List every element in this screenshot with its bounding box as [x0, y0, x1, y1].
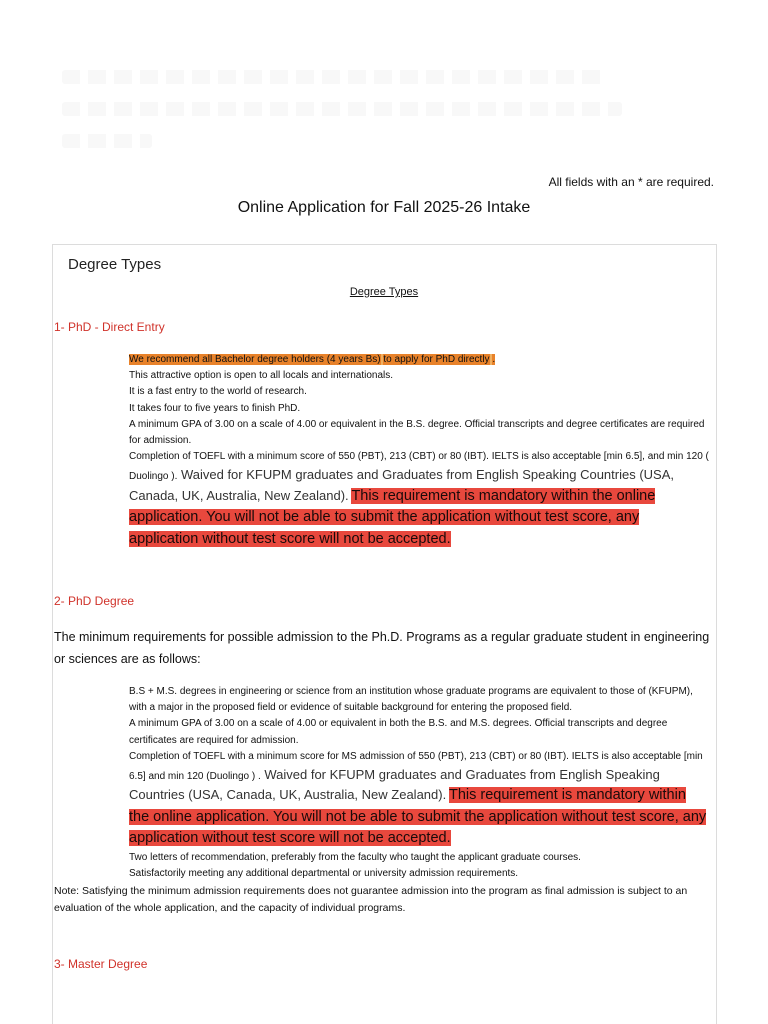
- english-requirement: [129, 749, 709, 850]
- phd-direct-requirements: [129, 352, 709, 550]
- recommend-text: We recommend all: [129, 354, 213, 365]
- waiver-text: Waived for KFUPM graduates and Graduates from English Speaking Countries (USA, Canada, UK, Australia, New Zealand).: [129, 767, 660, 803]
- requirement-line: It is a fast entry to the world of research.: [129, 386, 307, 398]
- apply-text: to apply for PhD directly: [383, 354, 490, 365]
- requirement-line: This attractive option is open to all locals and internationals.: [129, 370, 394, 382]
- additional-requirements: Satisfactorily meeting any additional departmental or university admission requirements.: [129, 867, 519, 879]
- mandatory-warning: This requirement is mandatory within the online application. You will not be able to submit the application without test score, any application without test score will not be accepted.: [129, 487, 656, 547]
- requirement-line: It takes four to five years to finish PhD.: [129, 402, 301, 414]
- required-fields-note: All fields with an * are required.: [548, 175, 714, 189]
- page-title: Online Application for Fall 2025-26 Intake: [237, 199, 531, 216]
- section-heading-master: 3- Master Degree: [54, 957, 148, 971]
- mandatory-warning: This requirement is mandatory within the online application. You will not be able to submit the application without test score, any application without test score will not be accepted.: [129, 787, 707, 847]
- blurred-line: [62, 70, 602, 84]
- bachelor-text: Bachelor degree holders (4 years Bs): [214, 354, 381, 365]
- phd-intro: The minimum requirements for possible admission to the Ph.D. Programs as a regular graduate student in engineering or sciences are as follows:: [54, 630, 710, 666]
- gpa-requirement: A minimum GPA of 3.00 on a scale of 4.00 or equivalent in both the B.S. and M.S. degrees. Official transcripts and degree certificates are required for admission.: [129, 718, 668, 746]
- degree-requirement: B.S + M.S. degrees in engineering or science from an institution whose graduate programs are equivalent to those of (KFUPM), with a major in the proposed field or evidence of suitable background for entering the proposed field.: [129, 686, 693, 714]
- card-title: Degree Types: [68, 256, 162, 273]
- phd-requirements: [129, 684, 709, 882]
- gpa-requirement: A minimum GPA of 3.00 on a scale of 4.00 or equivalent in the B.S. degree. Official transcripts and degree certificates are required for admission.: [129, 418, 705, 447]
- section-heading-phd-direct: 1- PhD - Direct Entry: [54, 320, 165, 334]
- blurred-line: [62, 134, 152, 148]
- degree-types-subtitle: Degree Types: [349, 286, 419, 298]
- toefl-text: Completion of TOEFL with a minimum score of 550 (PBT), 213 (CBT) or 80 (IBT). IELTS is also acceptable [min 6.5], and min 120 ( Duolingo ).: [129, 451, 709, 483]
- blurred-header-banner: [62, 66, 622, 158]
- toefl-text: Completion of TOEFL with a minimum score for MS admission of 550 (PBT), 213 (CBT) or 80 (IBT). IELTS is also acceptable [min 6.5] and min 120 (Duolingo ) .: [129, 750, 703, 783]
- admission-note: Note: Satisfying the minimum admission requirements does not guarantee admission into the program as final admission is subject to an evaluation of the whole application, and the capacity of individual programs.: [54, 885, 688, 914]
- recommendation-letters: Two letters of recommendation, preferably from the faculty who taught the applicant graduate courses.: [129, 851, 581, 863]
- recommendation-line: We recommend all Bachelor degree holders (4 years Bs) to apply for PhD directly .: [129, 354, 496, 365]
- section-heading-phd: 2- PhD Degree: [54, 594, 135, 608]
- blurred-line: [62, 102, 622, 116]
- waiver-text: Waived for KFUPM graduates and Graduates from English Speaking Countries (USA, Canada, UK, Australia, New Zealand).: [129, 467, 674, 503]
- english-requirement: [129, 449, 709, 550]
